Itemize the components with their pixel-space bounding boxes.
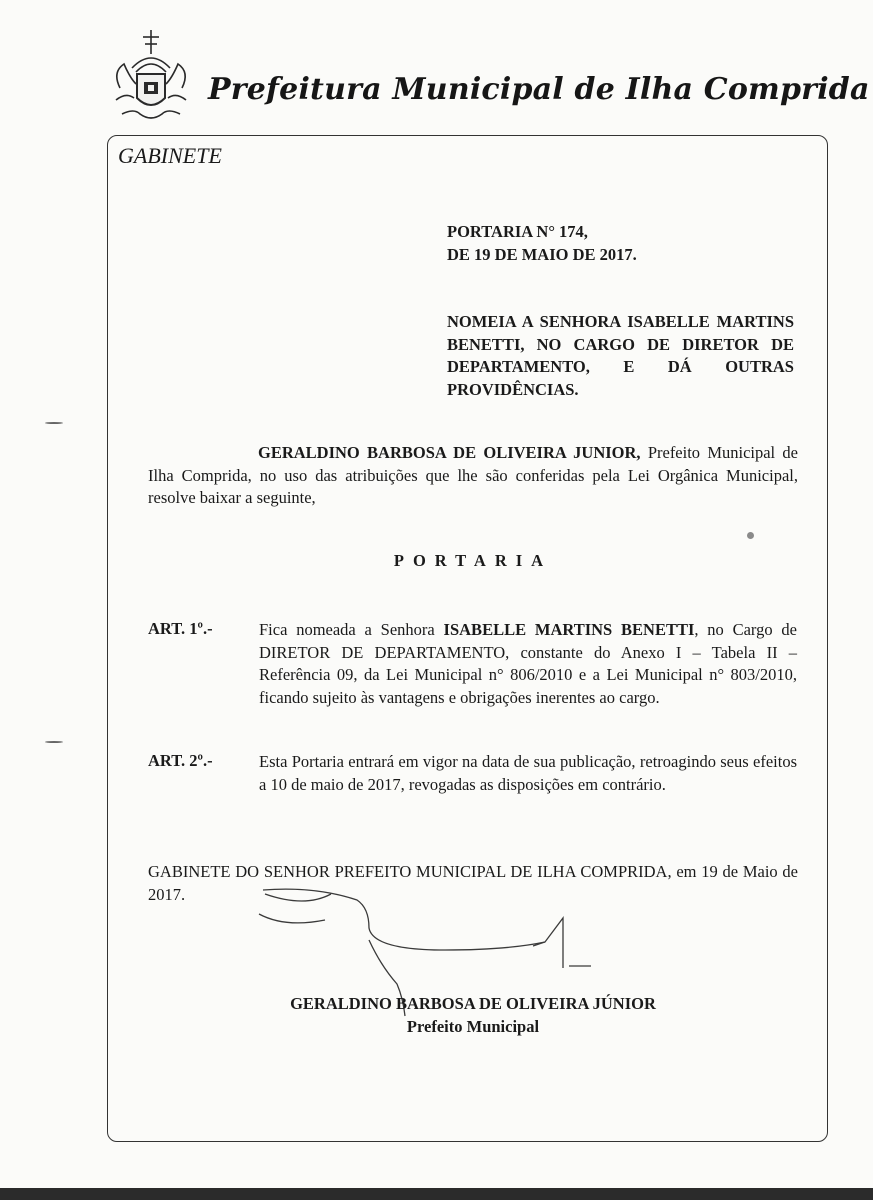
portaria-number: PORTARIA N° 174, [447,222,588,241]
article-1-text-end: , no Cargo de DIRETOR DE DEPARTAMENTO, constante do Anexo I – Tabela II – Referência 09, da Lei Municipal n° 806/2010 e a Lei Municipal n° 803/2010, ficando sujeito às vantagens e obrigações inerentes ao cargo. [259,620,797,707]
appointee-name: ISABELLE MARTINS BENETTI [443,620,695,639]
article-2-text: Esta Portaria entrará em vigor na data de sua publicação, retroagindo seus efeitos a 10 de maio de 2017, revogadas as disposições em contrário. [259,752,797,794]
scan-mark [45,422,63,424]
portaria-ementa: NOMEIA A SENHORA ISABELLE MARTINS BENETTI, NO CARGO DE DIRETOR DE DEPARTAMENTO, E DÁ OUTRAS PROVIDÊNCIAS. [447,312,794,399]
portaria-date: DE 19 DE MAIO DE 2017. [447,245,637,264]
article-2-label: ART. 2º.- [148,751,213,770]
signer-name: GERALDINO BARBOSA DE OLIVEIRA JÚNIOR [290,994,656,1013]
article-1-text-start: Fica nomeada a Senhora [259,620,444,639]
preamble-name: GERALDINO BARBOSA DE OLIVEIRA JUNIOR, [258,443,641,462]
closing-statement: GABINETE DO SENHOR PREFEITO MUNICIPAL DE ILHA COMPRIDA, em 19 de Maio de 2017. [148,862,798,904]
municipal-crest-icon [110,28,192,126]
signer-role: Prefeito Municipal [406,1017,540,1036]
article-1-label: ART. 1º.- [148,619,213,638]
article-1-text [259,619,797,709]
scan-edge [0,1188,873,1200]
section-title: GABINETE [118,143,222,168]
preamble-text: Prefeito Municipal de Ilha Comprida, no uso das atribuições que lhe são conferidas pela Lei Orgânica Municipal, resolve baixar a seguinte, [148,443,798,507]
preamble [148,442,798,510]
document-type: PORTARIA [393,551,553,570]
handwritten-signature [245,888,615,1038]
header-title: Prefeitura Municipal de Ilha Comprida [208,72,870,107]
scan-mark [45,741,63,743]
